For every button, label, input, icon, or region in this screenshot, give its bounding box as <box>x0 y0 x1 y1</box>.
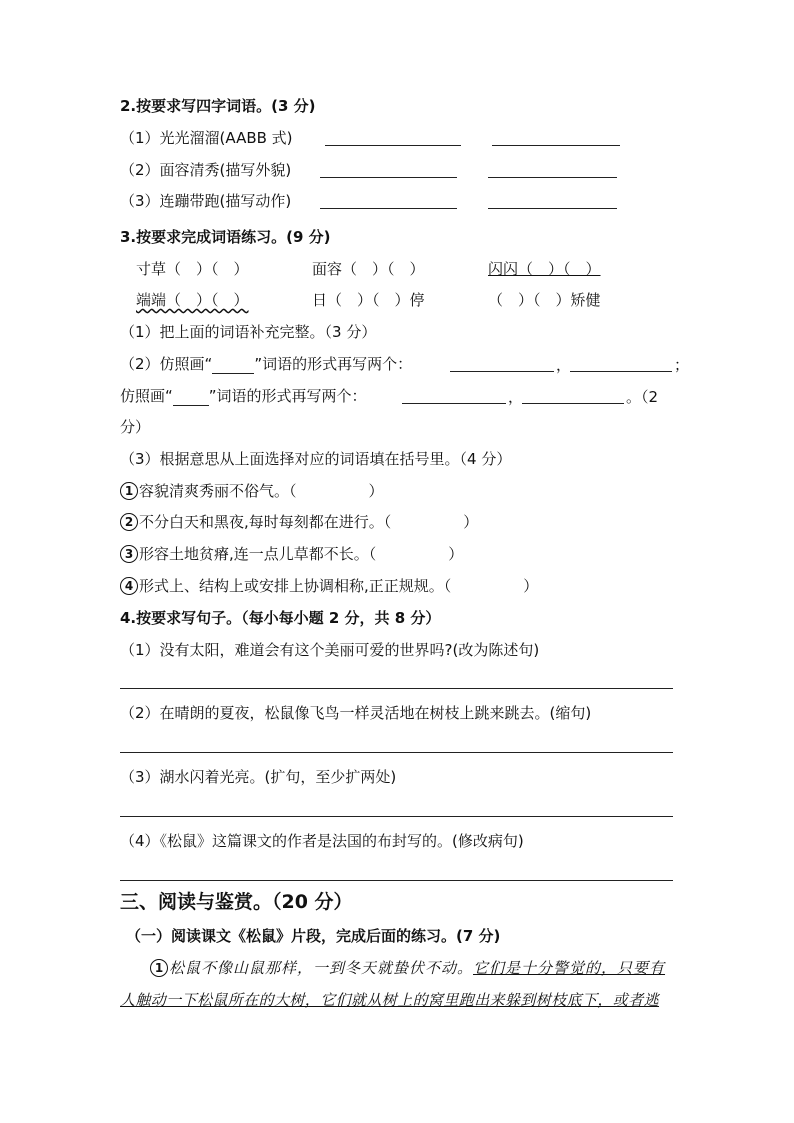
q2-item-1-label: （1）光光溜溜(AABB 式) <box>120 129 293 147</box>
q3-meaning-3-close: ） <box>448 545 464 563</box>
q3-sub1: （1）把上面的词语补充完整。（3 分） <box>120 323 377 341</box>
q4-item-3: （3）湖水闪着光亮。(扩句，至少扩两处) <box>120 768 397 786</box>
q2-item-1-blank-a[interactable] <box>325 131 461 146</box>
q3-sub2a <box>120 354 412 374</box>
reading-line-1 <box>150 958 665 978</box>
q3-sub2b-sample-blank <box>173 391 209 406</box>
q3-sub2b-answer-1[interactable] <box>402 389 506 404</box>
q2-item-2-blank-b[interactable] <box>488 163 617 178</box>
q3-sub2b-answer-2[interactable] <box>522 389 624 404</box>
q3-sub2a-prefix: （2）仿照画“ <box>120 355 213 373</box>
q3-word-2: 面容（ ）（ ） <box>312 260 425 278</box>
reading-line-1-underlined: 它们是十分警觉的，只要有 <box>473 959 666 977</box>
q3-meaning-2 <box>120 512 478 532</box>
q3-sub3: （3）根据意思从上面选择对应的词语填在括号里。（4 分） <box>120 450 512 468</box>
q2-item-3 <box>120 191 291 211</box>
q3-meaning-4-text: 形式上、结构上或安排上协调相称,正正规规。（ <box>139 577 452 595</box>
q4-item-2-answer-line[interactable] <box>120 752 673 753</box>
q2-item-3-blank-b[interactable] <box>488 194 617 209</box>
q2-item-1 <box>120 128 293 148</box>
q3-meaning-2-text: 不分白天和黑夜,每时每刻都在进行。（ <box>139 513 392 531</box>
q2-item-2 <box>120 160 291 180</box>
q3-sub2b-comma: ， <box>508 388 524 406</box>
q3-meaning-1 <box>120 481 384 501</box>
q3-sub2b-end: 。（2 <box>626 388 659 406</box>
q3-meaning-1-text: 容貌清爽秀丽不俗气。（ <box>139 482 297 500</box>
q3-sub2a-answer-1[interactable] <box>450 357 554 372</box>
q3-meaning-1-close: ） <box>368 482 384 500</box>
q3-sub2a-comma: ， <box>556 356 572 374</box>
q4-item-1-answer-line[interactable] <box>120 688 673 689</box>
q3-meaning-3-text: 形容土地贫瘠,连一点儿草都不长。（ <box>139 545 377 563</box>
q3-title: 3.按要求完成词语练习。(9 分) <box>120 228 331 246</box>
q4-item-3-answer-line[interactable] <box>120 816 673 817</box>
section3-title: 三、阅读与鉴赏。（20 分） <box>120 891 353 913</box>
circled-number-4: 4 <box>120 577 138 595</box>
q3-sub2b <box>120 386 367 406</box>
circled-number-para-1: 1 <box>150 959 168 977</box>
q3-word-6: （ ）（ ）矫健 <box>488 291 601 309</box>
q3-sub2a-suffix: ”词语的形式再写两个： <box>254 355 413 373</box>
q3-word-4: 端端（ ）（ ） <box>136 291 249 309</box>
reading-line-2: 人触动一下松鼠所在的大树，它们就从树上的窝里跑出来躲到树枝底下，或者逃 <box>120 991 660 1009</box>
reading-line-1-plain: 松鼠不像山鼠那样，一到冬天就蛰伏不动。 <box>169 959 474 977</box>
q3-word-3: 闪闪（ ）（ ） <box>488 260 601 278</box>
q4-title: 4.按要求写句子。（每小每小题 2 分，共 8 分） <box>120 609 441 627</box>
q2-title: 2.按要求写四字词语。(3 分) <box>120 97 316 115</box>
q3-sub2b-cont: 分） <box>120 418 151 436</box>
q3-word-5: 日（ ）（ ）停 <box>312 291 425 309</box>
q3-meaning-3 <box>120 544 463 564</box>
q3-meaning-4-close: ） <box>523 577 539 595</box>
q2-item-3-blank-a[interactable] <box>320 194 457 209</box>
q3-sub2b-prefix: 仿照画“ <box>120 387 173 405</box>
q2-item-2-blank-a[interactable] <box>320 163 457 178</box>
q2-item-3-label: （3）连蹦带跑(描写动作) <box>120 192 292 210</box>
circled-number-3: 3 <box>120 545 138 563</box>
q4-item-1: （1）没有太阳，难道会有这个美丽可爱的世界吗?(改为陈述句) <box>120 641 540 659</box>
q3-sub2b-suffix: ”词语的形式再写两个： <box>208 387 367 405</box>
section3-sub1: （一）阅读课文《松鼠》片段，完成后面的练习。(7 分) <box>126 927 501 945</box>
q2-item-1-blank-b[interactable] <box>492 131 620 146</box>
q4-item-4-answer-line[interactable] <box>120 880 673 881</box>
circled-number-2: 2 <box>120 513 138 531</box>
q3-meaning-4 <box>120 576 538 596</box>
q3-meaning-2-close: ） <box>463 513 479 531</box>
q4-item-4: （4）《松鼠》这篇课文的作者是法国的布封写的。(修改病句) <box>120 832 524 850</box>
circled-number-1: 1 <box>120 482 138 500</box>
q2-item-2-label: （2）面容清秀(描写外貌) <box>120 161 292 179</box>
q3-sub2a-semicolon: ； <box>674 356 690 374</box>
q3-sub2a-sample-blank <box>212 359 254 374</box>
q4-item-2: （2）在晴朗的夏夜，松鼠像飞鸟一样灵活地在树枝上跳来跳去。(缩句) <box>120 704 592 722</box>
q3-sub2a-answer-2[interactable] <box>570 357 672 372</box>
q3-word-1: 寸草（ ）（ ） <box>136 260 249 278</box>
